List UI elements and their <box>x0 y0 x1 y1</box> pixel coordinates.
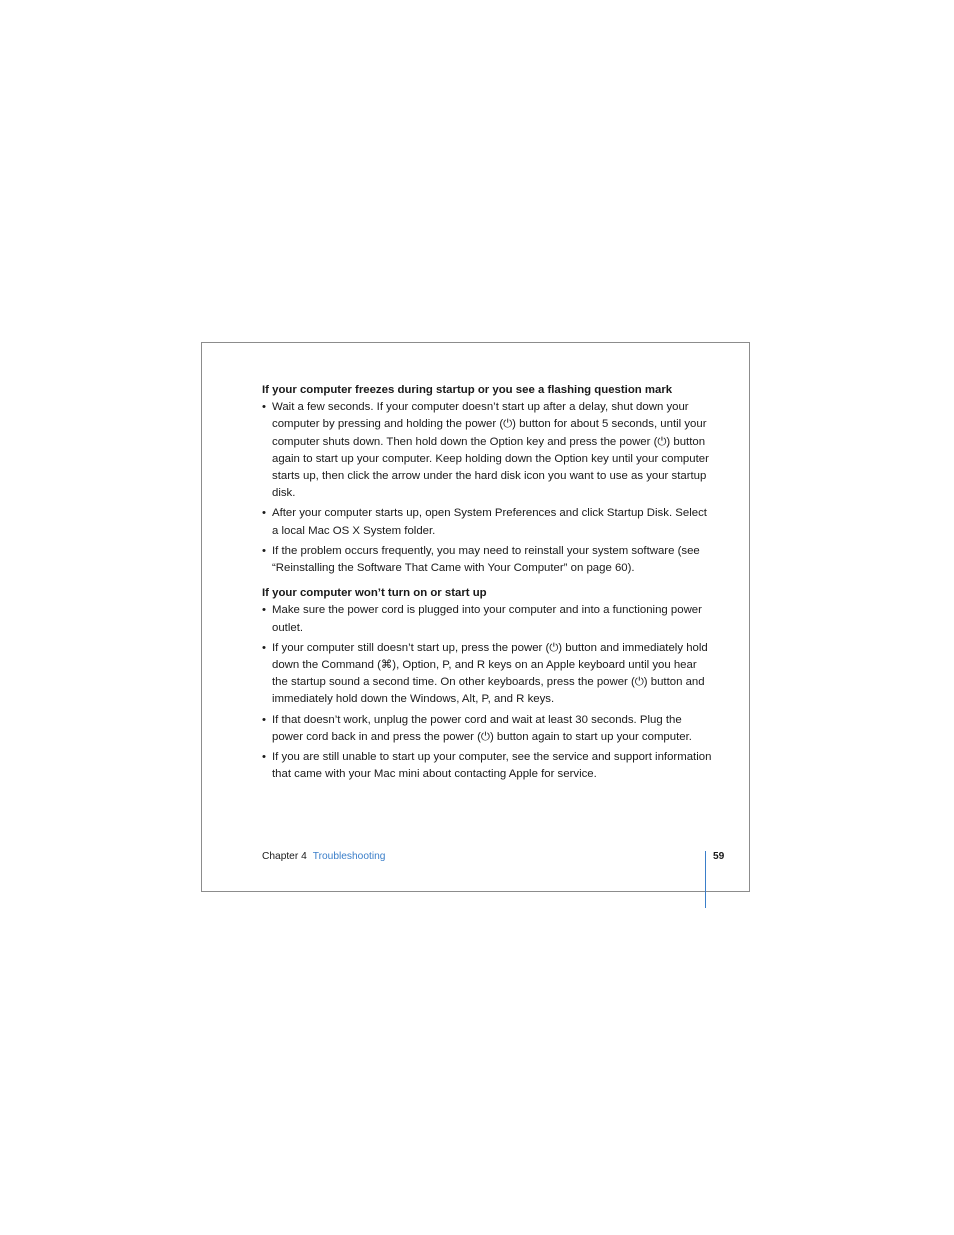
bullet-list-freezes <box>262 399 712 577</box>
bullet-dot: • <box>262 507 266 520</box>
bullet-dot: • <box>262 604 266 617</box>
footer-divider <box>705 851 706 908</box>
bullet-dot: • <box>262 641 266 654</box>
bullet-text: Wait a few seconds. If your computer doesn’t start up after a delay, shut down your computer by pressing and holding the power (⏻) button for about 5 seconds, until your computer shuts down. Then hold down the Option key and press the power (⏻) button again to start up your computer. Keep holding down the Option key until your computer starts up, then click the arrow under the hard disk icon you want to use as your startup disk. <box>272 401 709 500</box>
list-item <box>262 712 712 746</box>
list-item <box>262 505 712 539</box>
bullet-dot: • <box>262 401 266 414</box>
chapter-label: Chapter 4 <box>262 851 307 862</box>
list-item <box>262 749 712 783</box>
bullet-text: After your computer starts up, open System Preferences and click Startup Disk. Select a local Mac OS X System folder. <box>272 507 707 537</box>
bullet-text: Make sure the power cord is plugged into your computer and into a functioning power outlet. <box>272 604 702 634</box>
bullet-text: If the problem occurs frequently, you may need to reinstall your system software (see “Reinstalling the Software That Came with Your Computer” on page 60). <box>272 544 700 575</box>
bullet-text: If your computer still doesn’t start up, press the power (⏻) button and immediately hold down the Command (⌘), Option, P, and R keys on an Apple keyboard until you hear the startup sound a second time. On other keyboards, press the power (⏻) button and immediately hold down the Windows, Alt, P, and R keys. <box>272 641 708 706</box>
section-heading-freezes: If your computer freezes during startup or you see a flashing question mark <box>262 384 673 396</box>
list-item <box>262 640 712 709</box>
list-item <box>262 543 712 577</box>
list-item <box>262 602 712 636</box>
bullet-dot: • <box>262 713 266 726</box>
chapter-title-link[interactable]: Troubleshooting <box>312 851 386 862</box>
bullet-dot: • <box>262 544 266 557</box>
bullet-list-wont-start <box>262 602 712 783</box>
bullet-dot: • <box>262 751 266 764</box>
list-item <box>262 399 712 502</box>
page-number: 59 <box>713 851 725 862</box>
section-heading-wont-start: If your computer won’t turn on or start up <box>262 587 487 600</box>
page-content <box>262 382 712 786</box>
bullet-text: If that doesn’t work, unplug the power cord and wait at least 30 seconds. Plug the power cord back in and press the power (⏻) button again to start up your computer. <box>272 713 692 743</box>
bullet-text: If you are still unable to start up your computer, see the service and support information that came with your Mac mini about contacting Apple for service. <box>272 751 712 781</box>
footer-chapter <box>262 850 385 864</box>
